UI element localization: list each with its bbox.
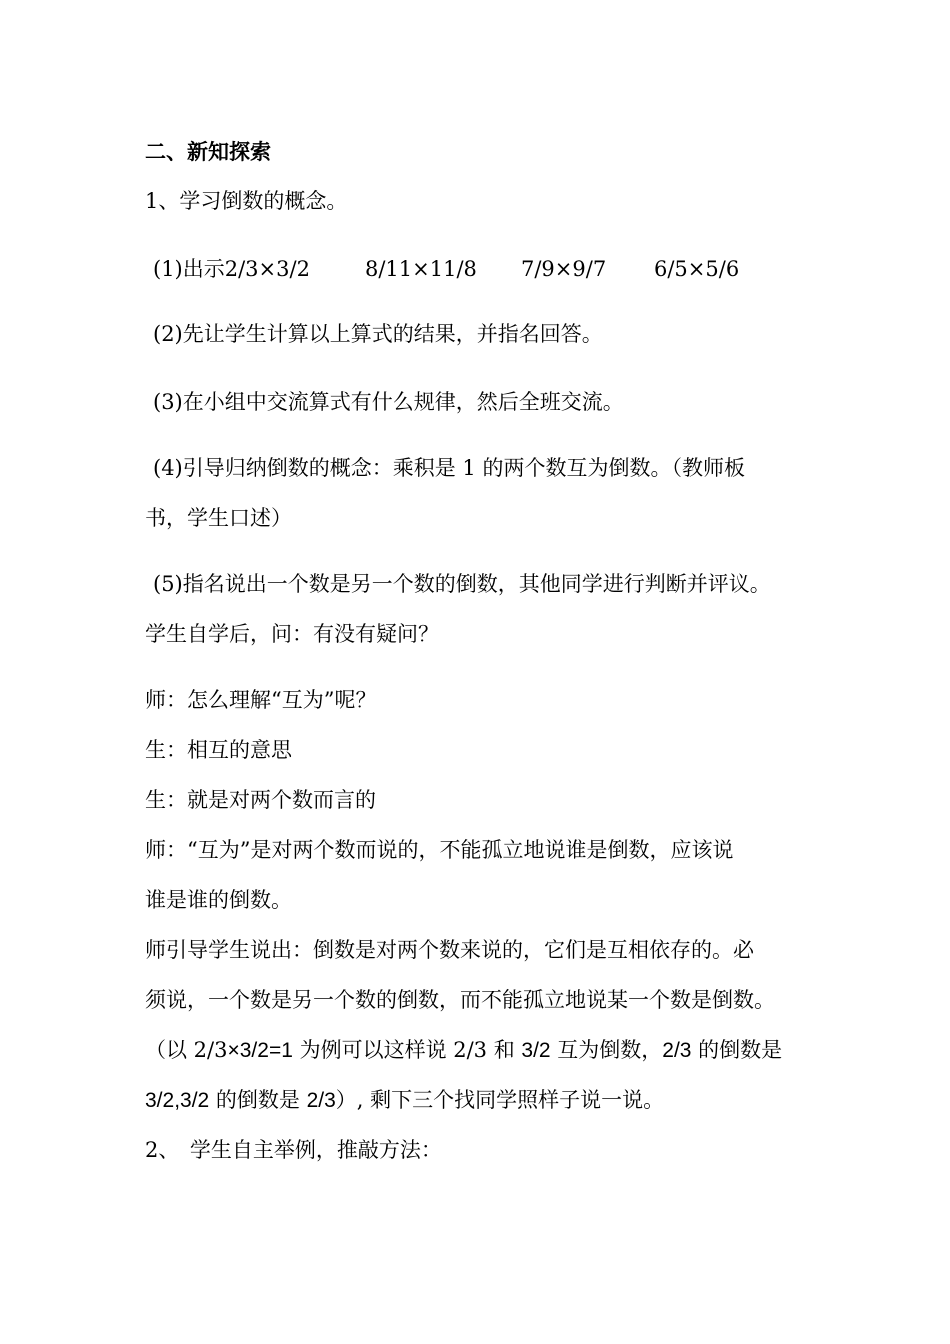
teacher-question: 师：怎么理解“互为”呢？ xyxy=(145,688,377,712)
guide-line3-c: 为例可以这样说 2/3 和 xyxy=(292,1038,522,1062)
guide-line4-b: 的倒数是 xyxy=(209,1088,307,1112)
guide-line3-a: （以 2/3 xyxy=(145,1038,228,1062)
step2: (2)先让学生计算以上算式的结果，并指名回答。 xyxy=(153,322,603,346)
formula-4: 6/5×5/6 xyxy=(654,257,740,281)
teacher-explanation-line2: 谁是谁的倒数。 xyxy=(145,888,292,912)
guide-line2: 须说，一个数是另一个数的倒数，而不能孤立地说某一个数是倒数。 xyxy=(145,988,775,1012)
teacher-explanation-line1: 师：“互为”是对两个数而说的，不能孤立地说谁是倒数，应该说 xyxy=(145,838,734,862)
formula-2: 8/11×11/8 xyxy=(365,257,477,281)
formula-1: 2/3×3/2 xyxy=(224,257,310,281)
guide-line3-b: ×3/2=1 xyxy=(227,1039,293,1062)
guide-line3-g: 的倒数是 xyxy=(691,1038,783,1062)
guide-line3-f: 2/3 xyxy=(662,1039,692,1062)
step4-line2: 书，学生口述） xyxy=(145,506,292,530)
self-study: 学生自学后，问：有没有疑问？ xyxy=(145,622,439,646)
guide-line3-d: 3/2 xyxy=(521,1039,551,1062)
guide-line4 xyxy=(145,1086,664,1115)
step4-line1: (4)引导归纳倒数的概念：乘积是 1 的两个数互为倒数。（教师板 xyxy=(153,456,745,480)
step1-first xyxy=(153,255,365,283)
step3: (3)在小组中交流算式有什么规律，然后全班交流。 xyxy=(153,390,624,414)
student-answer-1: 生：相互的意思 xyxy=(145,738,292,762)
guide-line4-a: 3/2,3/2 xyxy=(145,1089,210,1112)
guide-line3 xyxy=(145,1036,782,1065)
step1-line xyxy=(153,255,739,283)
step1-prefix: (1)出示 xyxy=(153,257,225,281)
guide-line4-d: ）, 剩下三个找同学照样子说一说。 xyxy=(335,1088,665,1112)
student-answer-2: 生：就是对两个数而言的 xyxy=(145,788,376,812)
item1-title: 1、学习倒数的概念。 xyxy=(145,189,348,213)
guide-line1: 师引导学生说出：倒数是对两个数来说的，它们是互相依存的。必 xyxy=(145,938,754,962)
item2: 2、 学生自主举例，推敲方法： xyxy=(145,1138,442,1162)
guide-line3-e: 互为倒数， xyxy=(550,1038,663,1062)
step5: (5)指名说出一个数是另一个数的倒数，其他同学进行判断并评议。 xyxy=(153,572,771,596)
section-heading: 二、新知探索 xyxy=(145,139,271,164)
guide-line4-c: 2/3 xyxy=(306,1089,336,1112)
formula-3: 7/9×9/7 xyxy=(521,257,607,281)
